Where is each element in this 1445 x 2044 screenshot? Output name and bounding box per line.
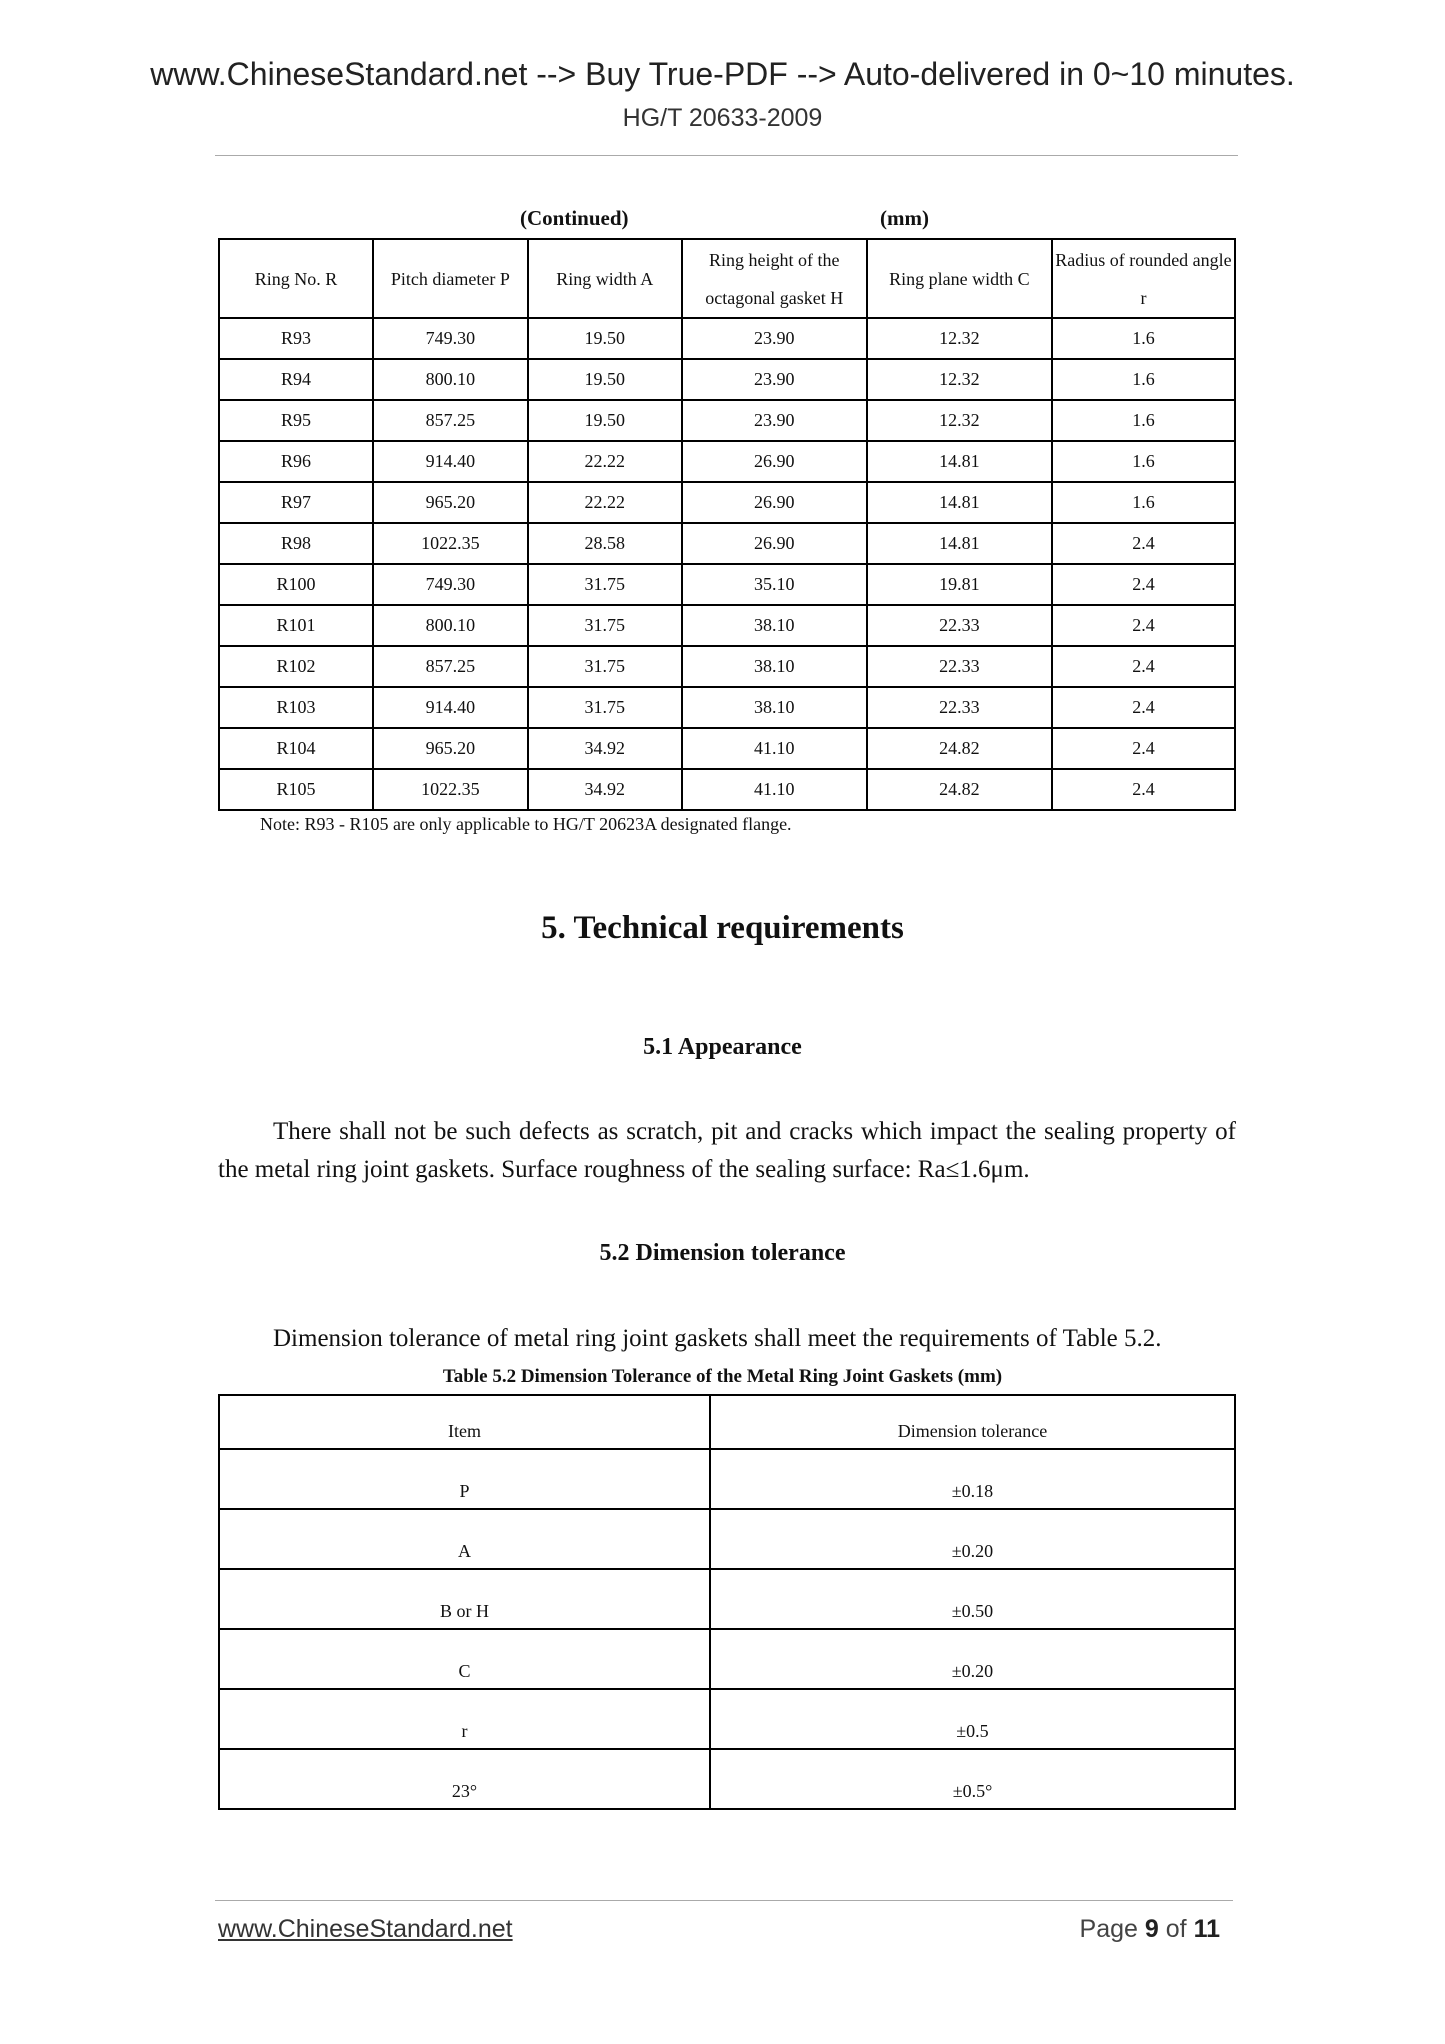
table-cell: 914.40 bbox=[373, 687, 528, 728]
table-cell: 965.20 bbox=[373, 482, 528, 523]
section-title: 5. Technical requirements bbox=[541, 910, 904, 946]
header-banner: www.ChineseStandard.net --> Buy True-PDF --> Auto-delivered in 0~10 minutes. bbox=[150, 56, 1295, 92]
table-cell: 2.4 bbox=[1052, 687, 1235, 728]
table-cell: 31.75 bbox=[528, 564, 682, 605]
table-cell: 35.10 bbox=[682, 564, 867, 605]
page-prefix: Page bbox=[1079, 1915, 1138, 1943]
ring-dimension-table bbox=[218, 238, 1236, 811]
table-cell: 34.92 bbox=[528, 769, 682, 810]
table-cell: 1.6 bbox=[1052, 359, 1235, 400]
table-header-row bbox=[219, 1395, 1235, 1449]
table-cell: 14.81 bbox=[867, 482, 1052, 523]
table-row bbox=[219, 523, 1235, 564]
table-cell: 24.82 bbox=[867, 769, 1052, 810]
table-cell: 26.90 bbox=[682, 482, 867, 523]
table-cell: 19.50 bbox=[528, 400, 682, 441]
table-cell: R103 bbox=[219, 687, 373, 728]
table-cell: 19.50 bbox=[528, 318, 682, 359]
table-cell: 31.75 bbox=[528, 646, 682, 687]
table-cell: 2.4 bbox=[1052, 769, 1235, 810]
column-header: Pitch diameter P bbox=[373, 239, 528, 318]
table-cell: 22.22 bbox=[528, 441, 682, 482]
table-cell: 23.90 bbox=[682, 400, 867, 441]
table-cell: 749.30 bbox=[373, 318, 528, 359]
table-cell: 2.4 bbox=[1052, 523, 1235, 564]
page-number: 9 bbox=[1144, 1915, 1159, 1943]
subsection-title-dimension-tolerance: 5.2 Dimension tolerance bbox=[599, 1240, 846, 1266]
table-cell: 857.25 bbox=[373, 646, 528, 687]
footer-site-link[interactable]: www.ChineseStandard.net bbox=[218, 1915, 513, 1943]
table-row bbox=[219, 318, 1235, 359]
table-cell: R95 bbox=[219, 400, 373, 441]
table-row bbox=[219, 359, 1235, 400]
table-cell: 31.75 bbox=[528, 687, 682, 728]
table-cell: ±0.5° bbox=[710, 1749, 1235, 1809]
table-cell: 12.32 bbox=[867, 400, 1052, 441]
standard-code: HG/T 20633-2009 bbox=[622, 104, 823, 132]
table-row bbox=[219, 646, 1235, 687]
table-cell: 12.32 bbox=[867, 359, 1052, 400]
table-cell: 22.33 bbox=[867, 646, 1052, 687]
table-row bbox=[219, 1569, 1235, 1629]
page-indicator bbox=[1080, 1915, 1220, 1944]
column-header: Ring height of the octagonal gasket H bbox=[682, 239, 867, 318]
table-row bbox=[219, 769, 1235, 810]
table-row bbox=[219, 441, 1235, 482]
table1-caption-continued: (Continued) bbox=[520, 206, 629, 230]
subsection-title-appearance: 5.1 Appearance bbox=[643, 1034, 802, 1060]
table-cell: 2.4 bbox=[1052, 728, 1235, 769]
table-cell: 38.10 bbox=[682, 605, 867, 646]
table-cell: 1.6 bbox=[1052, 482, 1235, 523]
table-cell: 800.10 bbox=[373, 605, 528, 646]
table-row bbox=[219, 1629, 1235, 1689]
footer-divider bbox=[215, 1900, 1233, 1901]
table-cell: 14.81 bbox=[867, 523, 1052, 564]
table1-note: Note: R93 - R105 are only applicable to HG/T 20623A designated flange. bbox=[260, 814, 792, 834]
table-cell: 2.4 bbox=[1052, 605, 1235, 646]
table-cell: 31.75 bbox=[528, 605, 682, 646]
table-cell: R105 bbox=[219, 769, 373, 810]
table-cell: 14.81 bbox=[867, 441, 1052, 482]
table-cell: 23.90 bbox=[682, 318, 867, 359]
table-row bbox=[219, 1749, 1235, 1809]
table-cell: 965.20 bbox=[373, 728, 528, 769]
table-cell: ±0.50 bbox=[710, 1569, 1235, 1629]
table-cell: 23° bbox=[219, 1749, 710, 1809]
header-divider bbox=[215, 155, 1238, 156]
table-cell: 23.90 bbox=[682, 359, 867, 400]
table-cell: 26.90 bbox=[682, 441, 867, 482]
table1-caption-unit: (mm) bbox=[880, 206, 929, 230]
table-cell: R101 bbox=[219, 605, 373, 646]
table-header-row bbox=[219, 239, 1235, 318]
table-cell: 800.10 bbox=[373, 359, 528, 400]
table-cell: 857.25 bbox=[373, 400, 528, 441]
table-cell: C bbox=[219, 1629, 710, 1689]
column-header: Dimension tolerance bbox=[710, 1395, 1235, 1449]
table-cell: 38.10 bbox=[682, 687, 867, 728]
table-cell: r bbox=[219, 1689, 710, 1749]
table-row bbox=[219, 400, 1235, 441]
table-row bbox=[219, 687, 1235, 728]
table-cell: ±0.5 bbox=[710, 1689, 1235, 1749]
table-cell: R93 bbox=[219, 318, 373, 359]
table-cell: 24.82 bbox=[867, 728, 1052, 769]
table-cell: 26.90 bbox=[682, 523, 867, 564]
table-cell: 34.92 bbox=[528, 728, 682, 769]
table-cell: 12.32 bbox=[867, 318, 1052, 359]
table-cell: ±0.18 bbox=[710, 1449, 1235, 1509]
table-cell: 41.10 bbox=[682, 728, 867, 769]
table-cell: R100 bbox=[219, 564, 373, 605]
paragraph-appearance: There shall not be such defects as scratch, pit and cracks which impact the sealing property of the metal ring joint gaskets. Surface roughness of the sealing surface: Ra≤1.6μm. bbox=[218, 1118, 1236, 1183]
table-cell: 22.33 bbox=[867, 687, 1052, 728]
table-cell: B or H bbox=[219, 1569, 710, 1629]
table-cell: 28.58 bbox=[528, 523, 682, 564]
table-row bbox=[219, 605, 1235, 646]
column-header: Item bbox=[219, 1395, 710, 1449]
table-row bbox=[219, 1509, 1235, 1569]
table-cell: P bbox=[219, 1449, 710, 1509]
table-cell: R94 bbox=[219, 359, 373, 400]
table-row bbox=[219, 728, 1235, 769]
table-cell: 2.4 bbox=[1052, 564, 1235, 605]
table-cell: R98 bbox=[219, 523, 373, 564]
table-cell: 19.50 bbox=[528, 359, 682, 400]
table-cell: R102 bbox=[219, 646, 373, 687]
table-cell: 22.22 bbox=[528, 482, 682, 523]
table-cell: 1022.35 bbox=[373, 769, 528, 810]
table-cell: 2.4 bbox=[1052, 646, 1235, 687]
table-cell: 1.6 bbox=[1052, 318, 1235, 359]
table-cell: 38.10 bbox=[682, 646, 867, 687]
table-cell: 1.6 bbox=[1052, 400, 1235, 441]
table-cell: 22.33 bbox=[867, 605, 1052, 646]
column-header: Ring No. R bbox=[219, 239, 373, 318]
tolerance-table bbox=[218, 1394, 1236, 1810]
table-cell: 749.30 bbox=[373, 564, 528, 605]
table2-caption: Table 5.2 Dimension Tolerance of the Metal Ring Joint Gaskets (mm) bbox=[442, 1366, 1003, 1387]
table-cell: R97 bbox=[219, 482, 373, 523]
table-cell: 1.6 bbox=[1052, 441, 1235, 482]
table-cell: 41.10 bbox=[682, 769, 867, 810]
table-row bbox=[219, 1689, 1235, 1749]
table-cell: ±0.20 bbox=[710, 1629, 1235, 1689]
page-of: of bbox=[1165, 1915, 1187, 1943]
column-header: Radius of rounded angle r bbox=[1052, 239, 1235, 318]
table-row bbox=[219, 564, 1235, 605]
table-row bbox=[219, 1449, 1235, 1509]
table-cell: 19.81 bbox=[867, 564, 1052, 605]
table-row bbox=[219, 482, 1235, 523]
table-cell: R96 bbox=[219, 441, 373, 482]
table-cell: ±0.20 bbox=[710, 1509, 1235, 1569]
column-header: Ring width A bbox=[528, 239, 682, 318]
paragraph-dimension-tolerance: Dimension tolerance of metal ring joint gaskets shall meet the requirements of Table 5.2. bbox=[273, 1325, 1162, 1352]
table-cell: A bbox=[219, 1509, 710, 1569]
column-header: Ring plane width C bbox=[867, 239, 1052, 318]
page-total: 11 bbox=[1193, 1915, 1220, 1943]
table-cell: 1022.35 bbox=[373, 523, 528, 564]
table-cell: 914.40 bbox=[373, 441, 528, 482]
table-cell: R104 bbox=[219, 728, 373, 769]
